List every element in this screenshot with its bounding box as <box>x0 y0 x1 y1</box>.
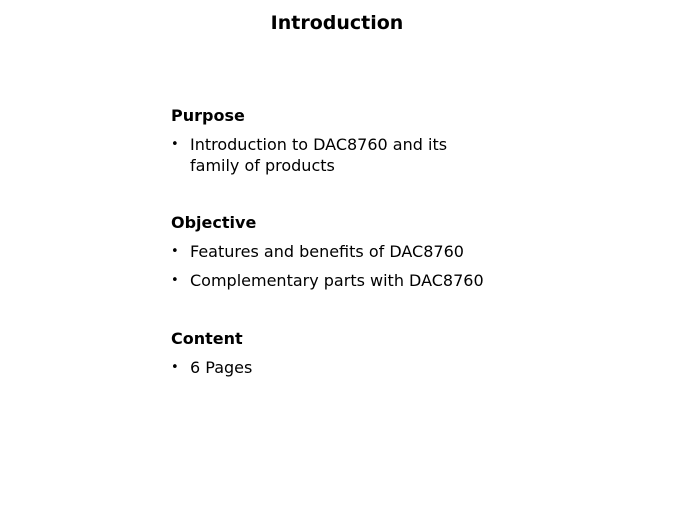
section-content <box>171 329 591 378</box>
bullet-text: 6 Pages <box>190 358 253 377</box>
bullet-icon: • <box>171 360 179 375</box>
section-heading-objective: Objective <box>171 213 257 232</box>
bullet-item <box>171 270 591 291</box>
bullet-list-objective <box>171 241 591 291</box>
bullet-item <box>171 241 591 262</box>
bullet-list-purpose <box>171 134 501 176</box>
bullet-item <box>171 357 591 378</box>
section-heading-content: Content <box>171 329 243 348</box>
bullet-text: Introduction to DAC8760 and its family of products <box>190 135 448 175</box>
bullet-text: Complementary parts with DAC8760 <box>190 271 484 290</box>
section-objective <box>171 213 591 291</box>
page-title: Introduction <box>270 12 404 34</box>
bullet-icon: • <box>171 137 179 152</box>
bullet-icon: • <box>171 244 179 259</box>
bullet-item <box>171 134 501 176</box>
bullet-text: Features and benefits of DAC8760 <box>190 242 464 261</box>
bullet-list-content <box>171 357 591 378</box>
bullet-icon: • <box>171 273 179 288</box>
section-purpose <box>171 106 591 176</box>
section-heading-purpose: Purpose <box>171 106 245 125</box>
